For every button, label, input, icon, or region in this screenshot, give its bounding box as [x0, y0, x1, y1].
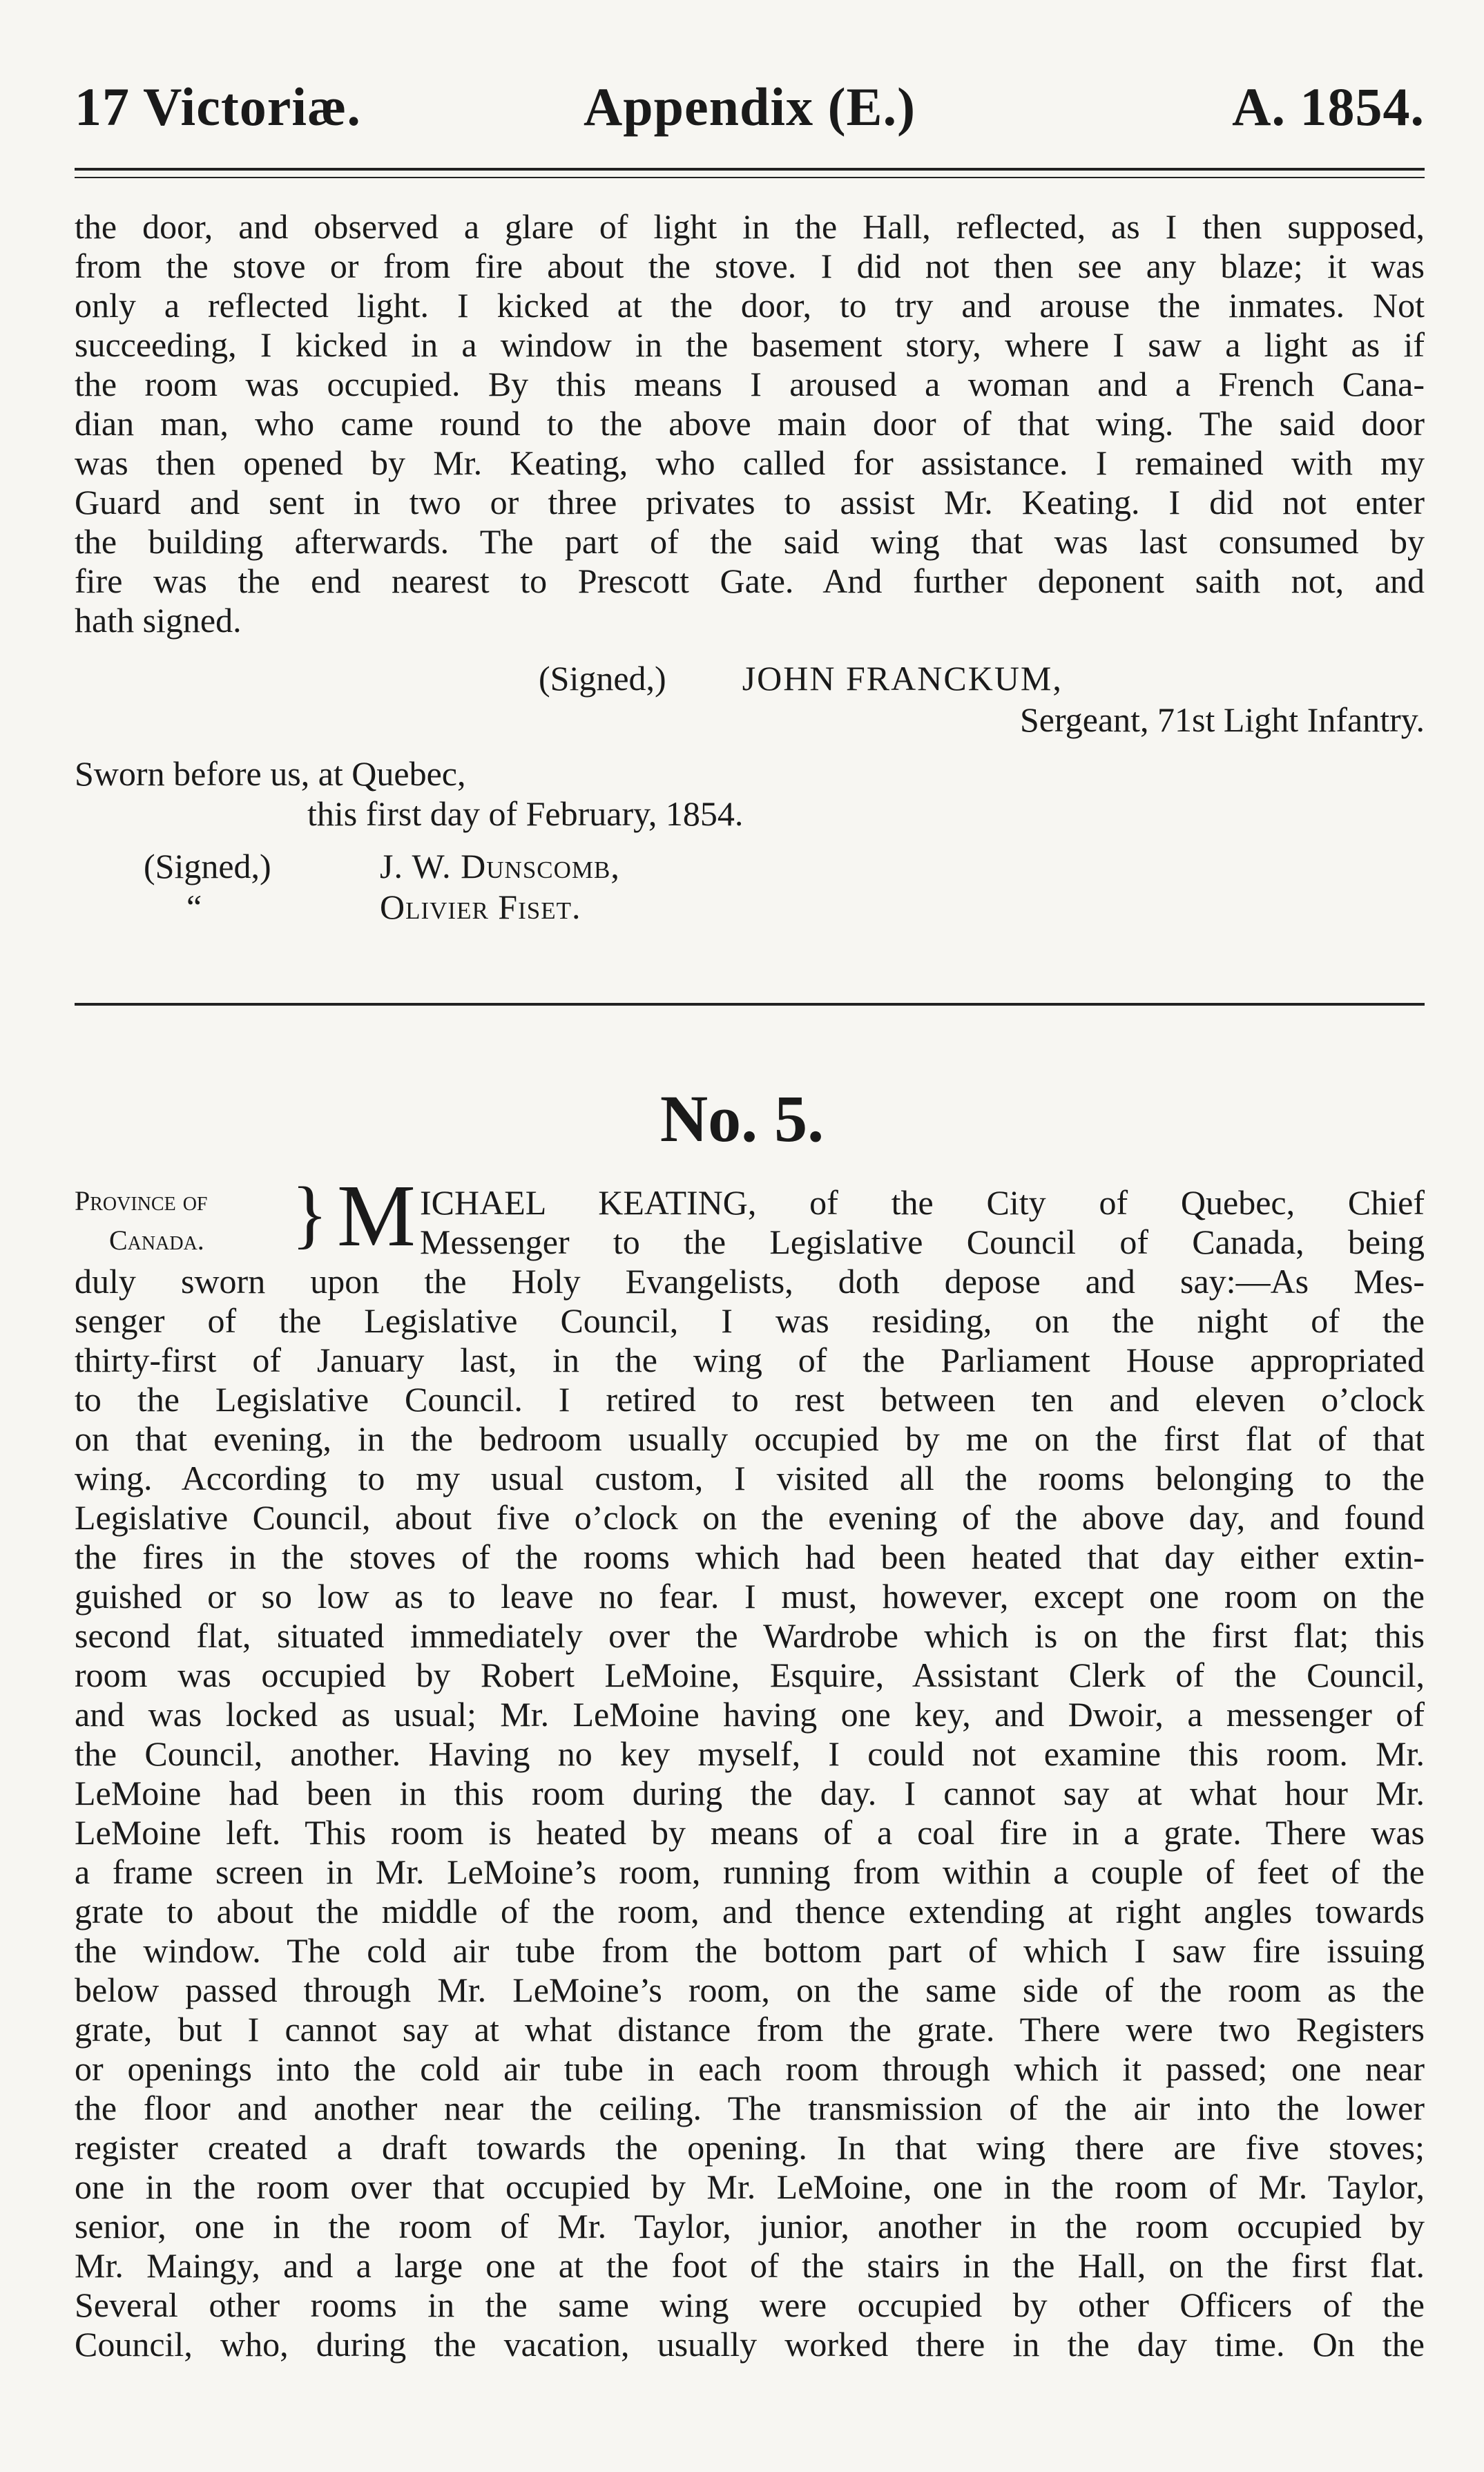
text-line: guished or so low as to leave no fear. I must, however, except one room on the [75, 1577, 1425, 1616]
text-line: LeMoine had been in this room during the day. I cannot say at what hour Mr. [75, 1774, 1425, 1812]
text-line: Several other rooms in the same wing were occupied by other Officers of the [75, 2286, 1425, 2324]
section-title: No. 5. [659, 1082, 825, 1156]
text-line: on that evening, in the bedroom usually occupied by me on the first flat of that [75, 1419, 1425, 1458]
text-line: LeMoine left. This room is heated by means of a coal fire in a grate. There was [75, 1813, 1425, 1852]
text-line: second flat, situated immediately over the Wardrobe which is on the first flat; this [75, 1616, 1425, 1655]
text-line: room was occupied by Robert LeMoine, Esquire, Assistant Clerk of the Council, [75, 1656, 1425, 1694]
deposition-continuation [75, 207, 1425, 640]
text-line: thirty-first of January last, in the wing of the Parliament House appropriated [75, 1341, 1425, 1379]
text-line: a frame screen in Mr. LeMoine’s room, running from within a couple of feet of the [75, 1852, 1425, 1891]
signature-line [539, 658, 1063, 699]
text-line: or openings into the cold air tube in each room through which it passed; one near [75, 2049, 1425, 2088]
province-brace: } [291, 1171, 328, 1256]
text-line: the Council, another. Having no key myself, I could not examine this room. Mr. [75, 1734, 1425, 1773]
sworn-line-1: Sworn before us, at Quebec, [75, 754, 466, 793]
text-line: to the Legislative Council. I retired to rest between ten and eleven o’clock [75, 1380, 1425, 1419]
text-line: and was locked as usual; Mr. LeMoine having one key, and Dwoir, a messenger of [75, 1695, 1425, 1734]
header-appendix: Appendix (E.) [583, 77, 916, 137]
text-line: the door, and observed a glare of light in the Hall, reflected, as I then supposed, [75, 207, 1425, 246]
text-line: hath signed. [75, 601, 242, 640]
province-line-1: Province of [75, 1185, 208, 1216]
text-line: ICHAEL KEATING, of the City of Quebec, Chief [420, 1183, 1425, 1222]
text-line: wing. According to my usual custom, I visited all the rooms belonging to the [75, 1459, 1425, 1497]
header-rule-thin [75, 177, 1425, 178]
opening-lines [420, 1183, 1425, 1262]
text-line: Mr. Maingy, and a large one at the foot of the stairs in the Hall, on the first flat. [75, 2246, 1425, 2285]
header-year: A. 1854. [1232, 77, 1425, 137]
text-line: was then opened by Mr. Keating, who called for assistance. I remained with my [75, 443, 1425, 482]
text-line: the room was occupied. By this means I aroused a woman and a French Cana- [75, 365, 1425, 403]
drop-cap: M [337, 1167, 416, 1265]
witness-1: J. W. Dunscomb, [380, 847, 620, 885]
signer-name: JOHN FRANCKUM, [742, 659, 1063, 698]
text-line: fire was the end nearest to Prescott Gate. And further deponent saith not, and [75, 562, 1425, 600]
text-line: grate, but I cannot say at what distance from the grate. There were two Registers [75, 2010, 1425, 2049]
witness-2: Olivier Fiset. [380, 888, 581, 926]
province-label [75, 1181, 207, 1260]
text-line: dian man, who came round to the above main door of that wing. The said door [75, 404, 1425, 443]
sworn-line-2: this first day of February, 1854. [307, 794, 744, 833]
text-line: Messenger to the Legislative Council of Canada, being [420, 1223, 1425, 1261]
text-line: the fires in the stoves of the rooms which had been heated that day either extin- [75, 1537, 1425, 1576]
text-line: from the stove or from fire about the stove. I did not then see any blaze; it was [75, 247, 1425, 285]
header-rule-thick [75, 168, 1425, 171]
text-line: duly sworn upon the Holy Evangelists, doth depose and say:—As Mes- [75, 1262, 1425, 1301]
province-line-2: Canada. [109, 1225, 204, 1256]
text-line: register created a draft towards the opening. In that wing there are five stoves; [75, 2128, 1425, 2167]
text-line: the floor and another near the ceiling. The transmission of the air into the lower [75, 2089, 1425, 2127]
text-line: senger of the Legislative Council, I was residing, on the night of the [75, 1301, 1425, 1340]
text-line: succeeding, I kicked in a window in the basement story, where I saw a light as if [75, 325, 1425, 364]
text-line: the window. The cold air tube from the bottom part of which I saw fire issuing [75, 1931, 1425, 1970]
text-line: grate to about the middle of the room, and thence extending at right angles towards [75, 1892, 1425, 1930]
text-line: the building afterwards. The part of the said wing that was last consumed by [75, 522, 1425, 561]
text-line: only a reflected light. I kicked at the door, to try and arouse the inmates. Not [75, 286, 1425, 325]
running-header [75, 69, 1425, 145]
signed-label: (Signed,) [539, 659, 666, 698]
text-line: senior, one in the room of Mr. Taylor, junior, another in the room occupied by [75, 2207, 1425, 2245]
section-divider [75, 1003, 1425, 1006]
text-line: Council, who, during the vacation, usually worked there in the day time. On the [75, 2325, 1425, 2364]
ditto-mark: “ [186, 888, 202, 926]
witness-row-2 [144, 886, 581, 928]
header-session: 17 Victoriæ. [75, 77, 361, 137]
witness-signed-label: (Signed,) [144, 847, 271, 885]
text-line: below passed through Mr. LeMoine’s room, on the same side of the room as the [75, 1971, 1425, 2009]
witness-row-1 [144, 845, 620, 887]
text-line: one in the room over that occupied by Mr. LeMoine, one in the room of Mr. Taylor, [75, 2167, 1425, 2206]
signer-rank: Sergeant, 71st Light Infantry. [1020, 700, 1425, 739]
text-line: Guard and sent in two or three privates to assist Mr. Keating. I did not enter [75, 483, 1425, 521]
deposition-body [75, 1262, 1425, 2364]
text-line: Legislative Council, about five o’clock on the evening of the above day, and found [75, 1498, 1425, 1537]
